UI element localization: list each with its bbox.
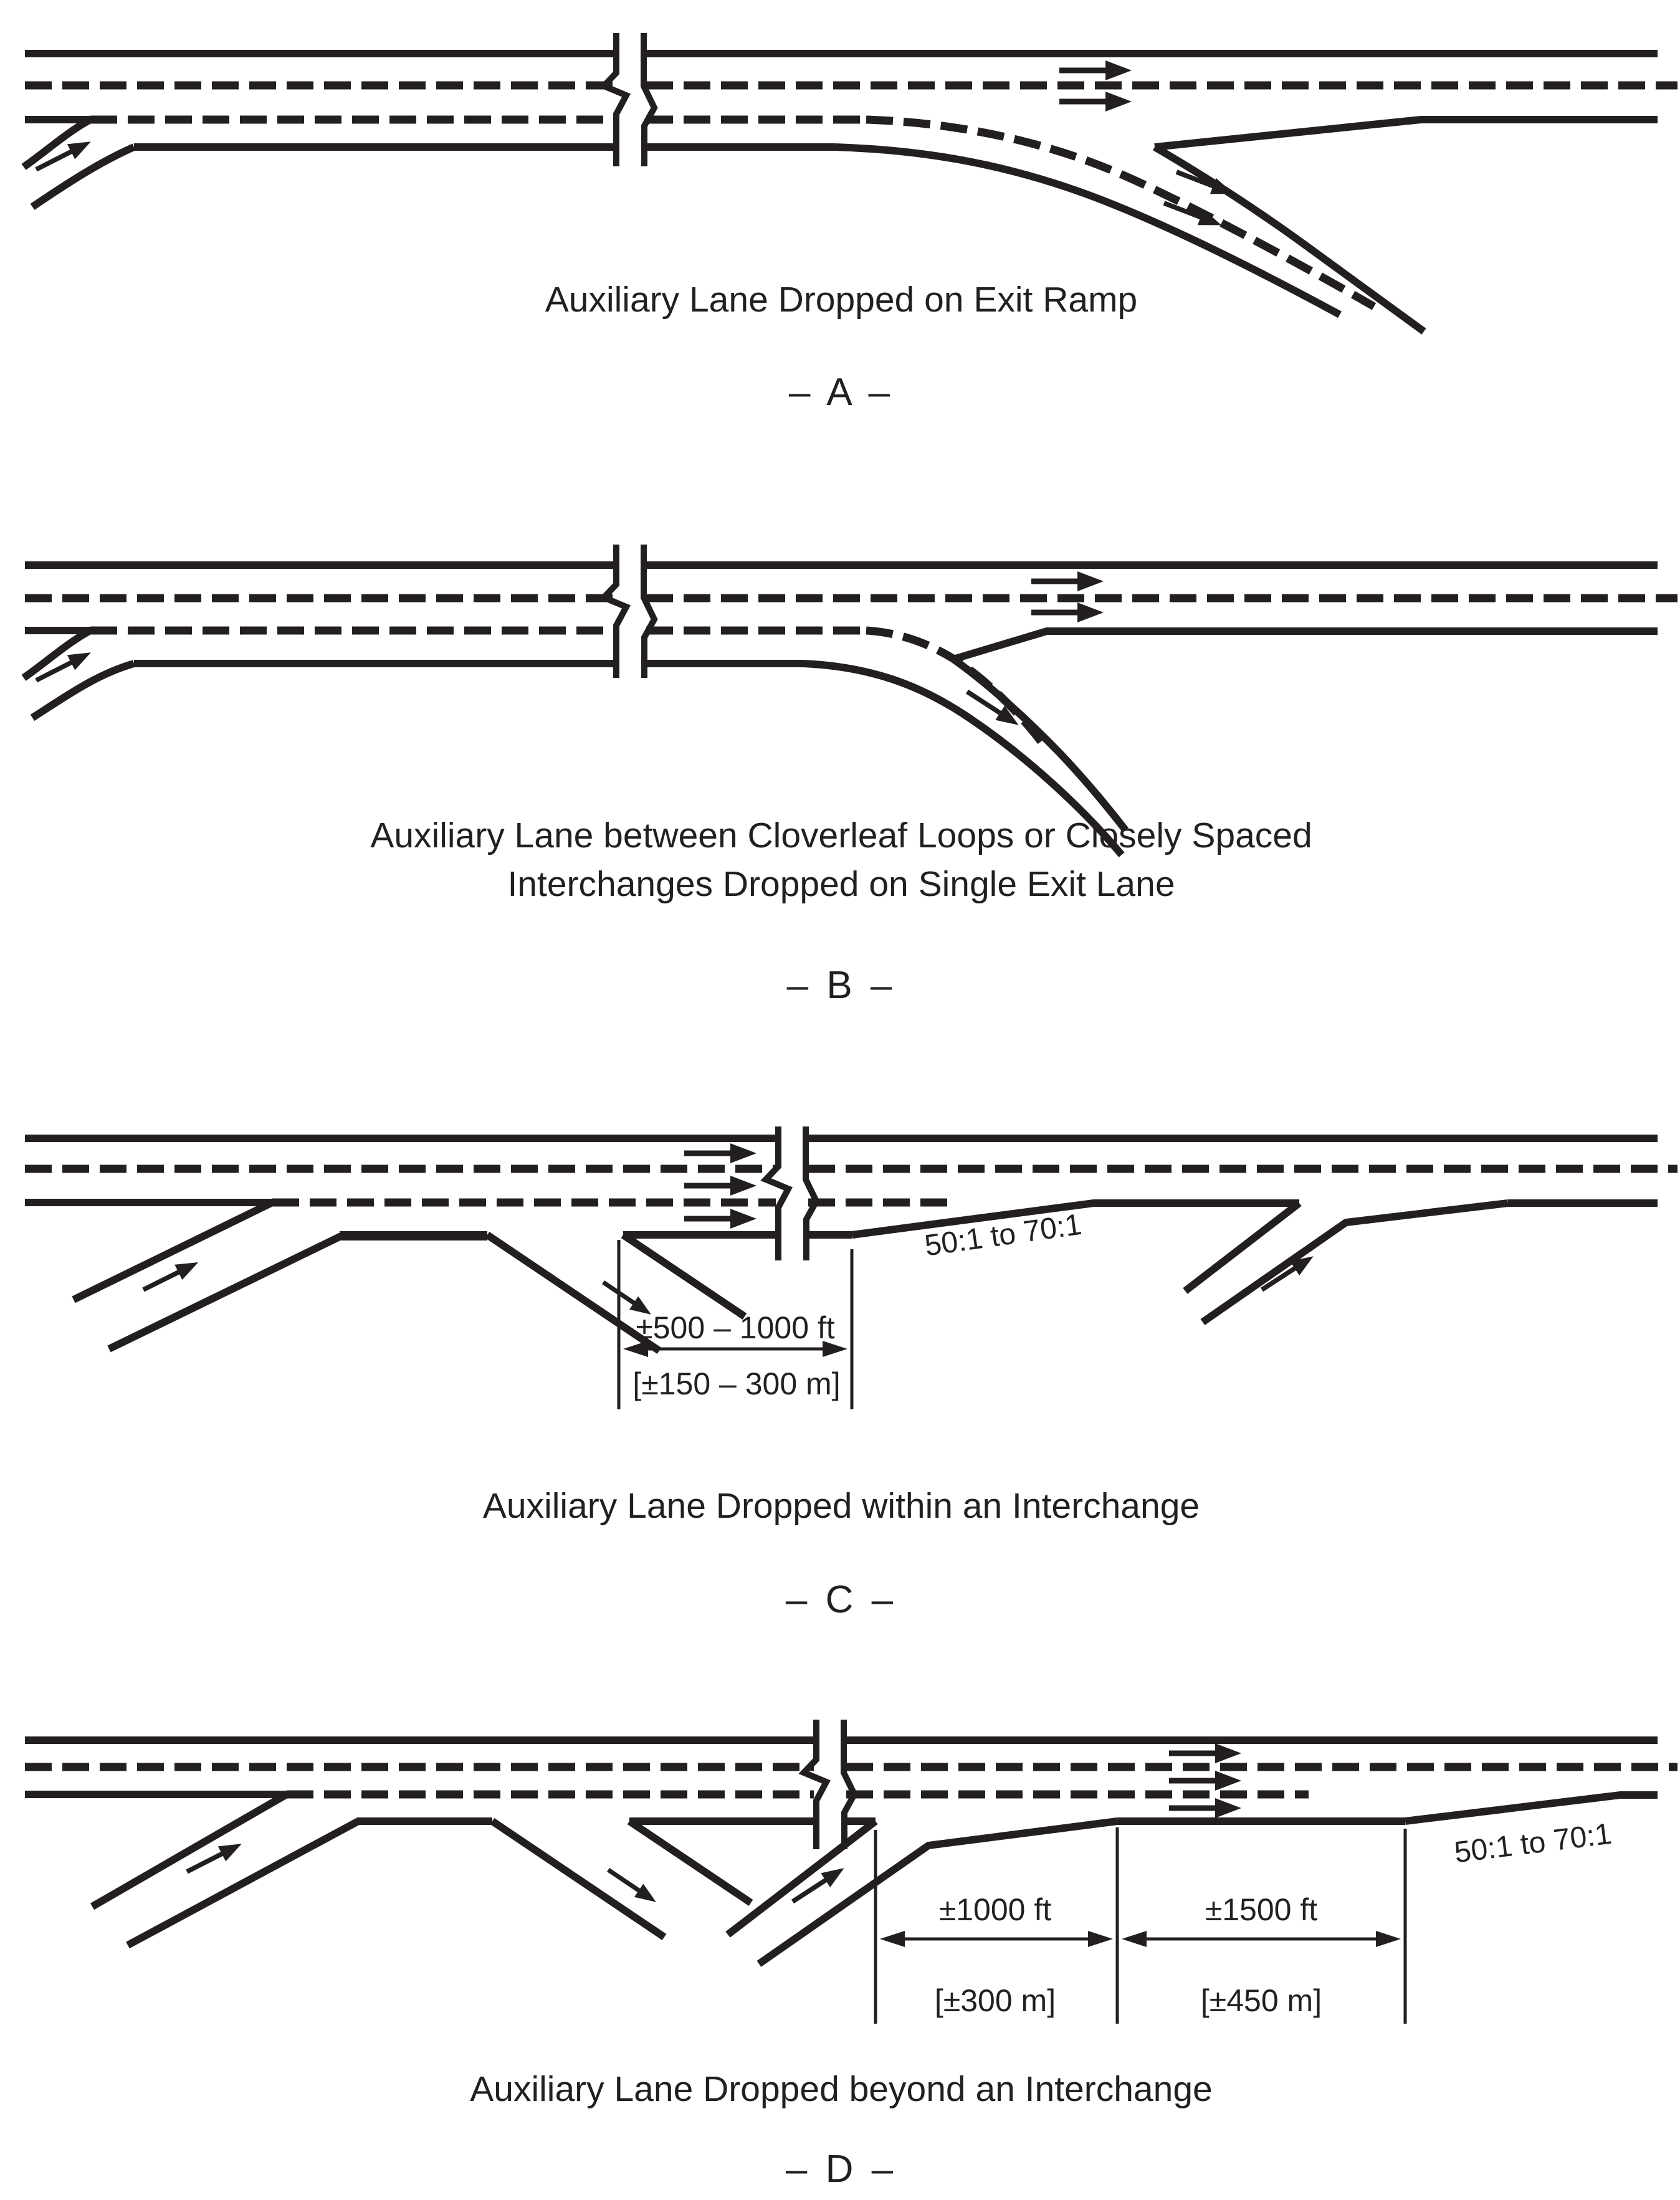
b-mainline-traffic-arrow-icon-1 bbox=[1031, 571, 1104, 591]
b-exit-ramp-inner-edge bbox=[953, 659, 1125, 830]
d-mainline-traffic-arrow-icon-2 bbox=[1169, 1771, 1241, 1791]
c-dimension-m-label: [±150 – 300 m] bbox=[632, 1366, 841, 1401]
d-taper-ratio-label: 50:1 to 70:1 bbox=[1453, 1817, 1614, 1870]
diagram-c-caption: Auxiliary Lane Dropped within an Interchange bbox=[482, 1486, 1200, 1526]
c-mainline-traffic-arrow-icon-3 bbox=[684, 1209, 756, 1229]
d-dim2-arrowhead-right-icon bbox=[1376, 1931, 1401, 1947]
d-dim1-ft-label: ±1000 ft bbox=[938, 1892, 1052, 1927]
diagram-b-caption-line1: Auxiliary Lane between Cloverleaf Loops or Closely Spaced bbox=[370, 816, 1312, 855]
diagram-c bbox=[25, 1126, 1678, 1621]
c-break-mark-left bbox=[766, 1126, 788, 1260]
d-dim2-ft-label: ±1500 ft bbox=[1205, 1892, 1318, 1927]
diagram-d-roadway bbox=[25, 1720, 1678, 1964]
d-mainline-traffic-arrow-icon-3 bbox=[1169, 1798, 1241, 1818]
diagram-d-label: – D – bbox=[785, 2148, 897, 2191]
a-ramp-lane-line-curve bbox=[866, 120, 1374, 307]
c-dimension-callout bbox=[619, 1240, 852, 1409]
a-mainline-traffic-arrow-icon-1 bbox=[1059, 60, 1132, 80]
d-entrance1-traffic-arrow-icon bbox=[183, 1836, 246, 1879]
diagram-a-caption: Auxiliary Lane Dropped on Exit Ramp bbox=[545, 280, 1138, 320]
c-break-mark-right bbox=[806, 1126, 816, 1260]
diagram-a-label: – A – bbox=[789, 371, 894, 414]
b-entrance-ramp-lower-edge bbox=[32, 664, 134, 718]
a-ramp-traffic-arrow-icon-1 bbox=[1173, 164, 1237, 202]
c-exit-ramp-outer-edge bbox=[487, 1235, 659, 1351]
d-mainline-traffic-arrow-icon-1 bbox=[1169, 1743, 1241, 1763]
d-dim1-arrowhead-right-icon bbox=[1088, 1931, 1113, 1947]
diagram-d-caption: Auxiliary Lane Dropped beyond an Interchange bbox=[470, 2069, 1213, 2109]
c-entrance2-traffic-arrow-icon bbox=[1258, 1249, 1319, 1297]
d-entrance1-upper-edge bbox=[92, 1794, 287, 1907]
b-gore-taper-edge bbox=[953, 631, 1658, 659]
c-taper-ratio-label: 50:1 to 70:1 bbox=[922, 1207, 1084, 1263]
d-dimension-callouts bbox=[876, 1827, 1405, 2024]
b-exit-departure-dashed-curve bbox=[866, 631, 1042, 743]
diagram-a bbox=[24, 33, 1678, 414]
d-entrance2-inner-edge bbox=[728, 1821, 876, 1935]
c-mainline-traffic-arrow-icon-1 bbox=[684, 1143, 756, 1163]
diagram-d bbox=[25, 1720, 1678, 2191]
diagram-b-caption-line2: Interchanges Dropped on Single Exit Lane bbox=[507, 864, 1175, 904]
diagram-c-label: – C – bbox=[785, 1578, 897, 1621]
b-mainline-traffic-arrow-icon-2 bbox=[1031, 602, 1104, 622]
diagram-b-label: – B – bbox=[786, 964, 896, 1007]
d-exit-ramp-outer-edge bbox=[492, 1821, 664, 1937]
d-entrance1-lower-edge bbox=[128, 1821, 492, 1945]
d-dim2-arrowhead-left-icon bbox=[1122, 1931, 1147, 1947]
diagram-b bbox=[24, 545, 1678, 1007]
d-dim2-m-label: [±450 m] bbox=[1200, 1983, 1322, 2018]
d-entrance2-outer-edge bbox=[759, 1821, 1117, 1964]
d-dim1-arrowhead-left-icon bbox=[880, 1931, 905, 1947]
c-entrance2-outer-edge bbox=[1203, 1203, 1508, 1322]
a-mainline-traffic-arrow-icon-2 bbox=[1059, 92, 1132, 112]
c-mainline-traffic-arrow-icon-2 bbox=[684, 1176, 756, 1196]
d-dim1-m-label: [±300 m] bbox=[934, 1983, 1056, 2018]
d-lane-drop-taper-edge bbox=[1405, 1795, 1658, 1821]
a-gore-taper-edge bbox=[1155, 120, 1658, 147]
diagram-b-roadway bbox=[24, 545, 1678, 855]
c-dimension-ft-label: ±500 – 1000 ft bbox=[636, 1310, 835, 1345]
a-entrance-ramp-lower-edge bbox=[32, 147, 134, 207]
